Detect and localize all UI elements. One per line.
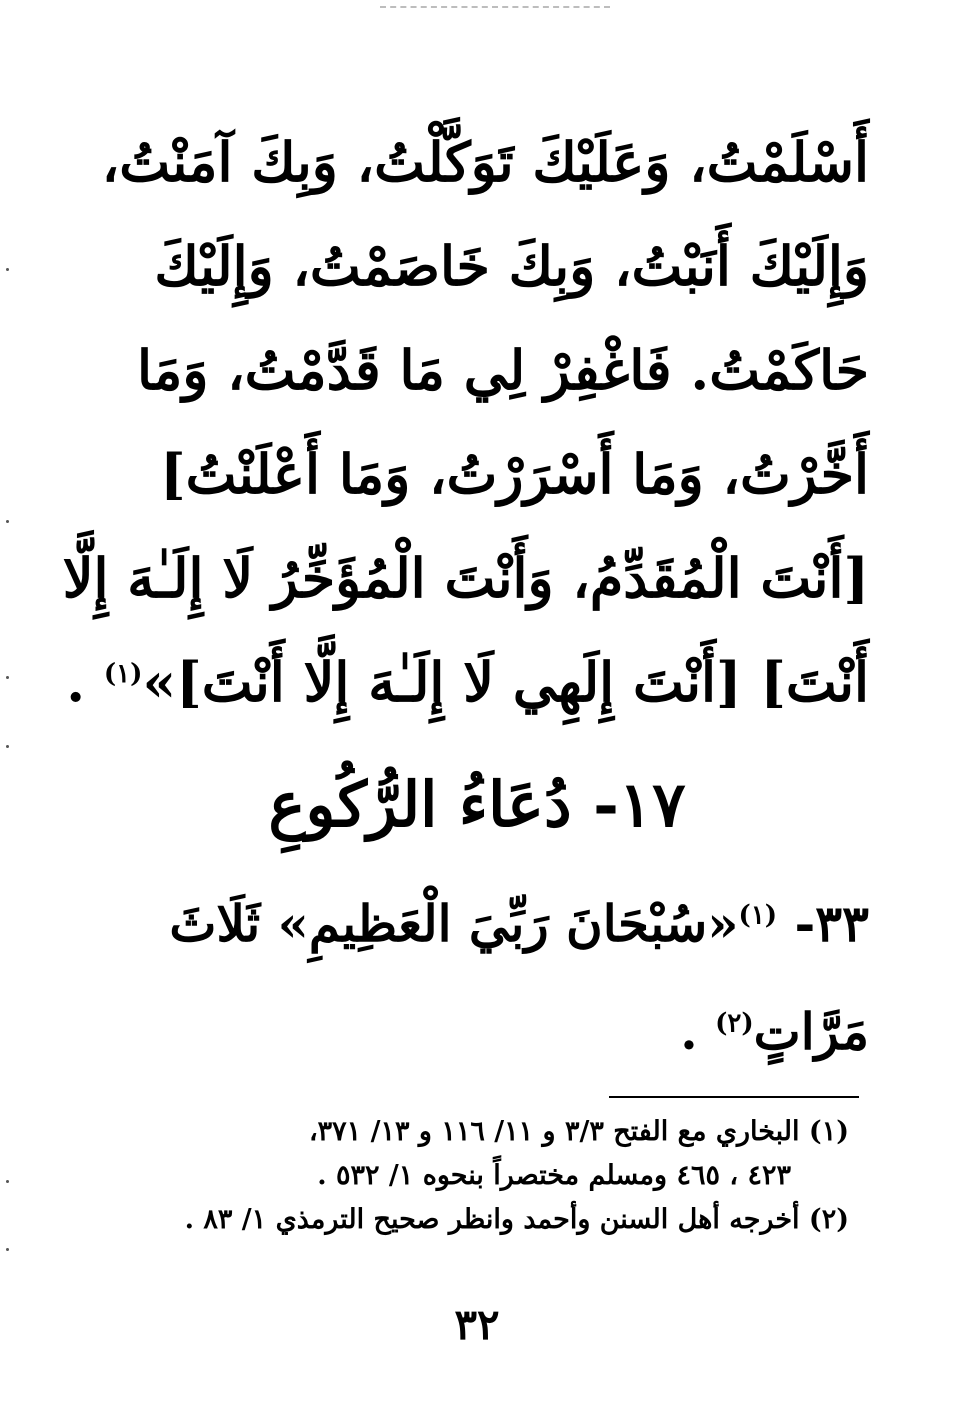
margin-dot	[6, 268, 9, 271]
top-edge-rule	[380, 6, 610, 10]
text-line: [أَنْتَ الْمُقَدِّمُ، وَأَنْتَ الْمُؤَخِّرُ لَا إِلَـٰهَ إِلَّا	[62, 546, 869, 610]
dua-line	[109, 978, 869, 1086]
footnote-reference-1: (١)	[103, 659, 143, 689]
margin-dot	[6, 745, 9, 748]
margin-dot	[6, 676, 9, 679]
footnotes	[109, 1110, 849, 1242]
footnote-reference-1: (١)	[738, 900, 778, 931]
text-line-content: أَنْتَ] [أَنْتَ إِلَهِي لَا إِلَـٰهَ إِلَّا أَنْتَ]»	[142, 650, 869, 714]
end-punctuation: .	[680, 1002, 716, 1061]
text-line-last	[66, 630, 869, 734]
main-supplication-text	[62, 110, 869, 734]
text-line: حَاكَمْتُ. فَاغْفِرْ لِي مَا قَدَّمْتُ، وَمَا	[136, 338, 869, 402]
footnote-1-continued: ٤٢٣ ، ٤٦٥ ومسلم مختصراً بنحوه ١/ ٥٣٢ .	[317, 1160, 791, 1191]
section-heading: ١٧- دُعَاءُ الرُّكُوعِ	[268, 768, 686, 841]
dua-text-continued: مَرَّاتٍ	[753, 1002, 869, 1061]
text-line: وَإِلَيْكَ أَنَبْتُ، وَبِكَ خَاصَمْتُ، وَإِلَيْكَ	[154, 234, 869, 298]
dua-line	[109, 870, 869, 978]
margin-dot	[6, 520, 9, 523]
text-line: أَخَّرْتُ، وَمَا أَسْرَرْتُ، وَمَا أَعْلَنْتُ]	[160, 442, 869, 506]
footnote-2: (٢) أخرجه أهل السنن وأحمد وانظر صحيح الترمذي ١/ ٨٣ .	[184, 1204, 849, 1235]
footnote-reference-2: (٢)	[715, 1008, 754, 1039]
text-line: أَسْلَمْتُ، وَعَلَيْكَ تَوَكَّلْتُ، وَبِكَ آمَنْتُ،	[101, 130, 869, 194]
dua-entry	[109, 870, 869, 1086]
footnote-1: (١) البخاري مع الفتح ٣/٣ و ١١/ ١١٦ و ١٣/ ٣٧١،	[308, 1116, 849, 1147]
end-punctuation: .	[66, 650, 104, 714]
page-number: ٣٢	[454, 1300, 500, 1349]
dua-text: «سُبْحَانَ رَبِّيَ الْعَظِيمِ» ثَلَاثَ	[169, 894, 739, 953]
dua-number: ٣٣-	[794, 894, 869, 953]
footnote-separator	[609, 1096, 859, 1098]
margin-dot	[6, 1180, 9, 1183]
margin-dot	[6, 1248, 9, 1251]
